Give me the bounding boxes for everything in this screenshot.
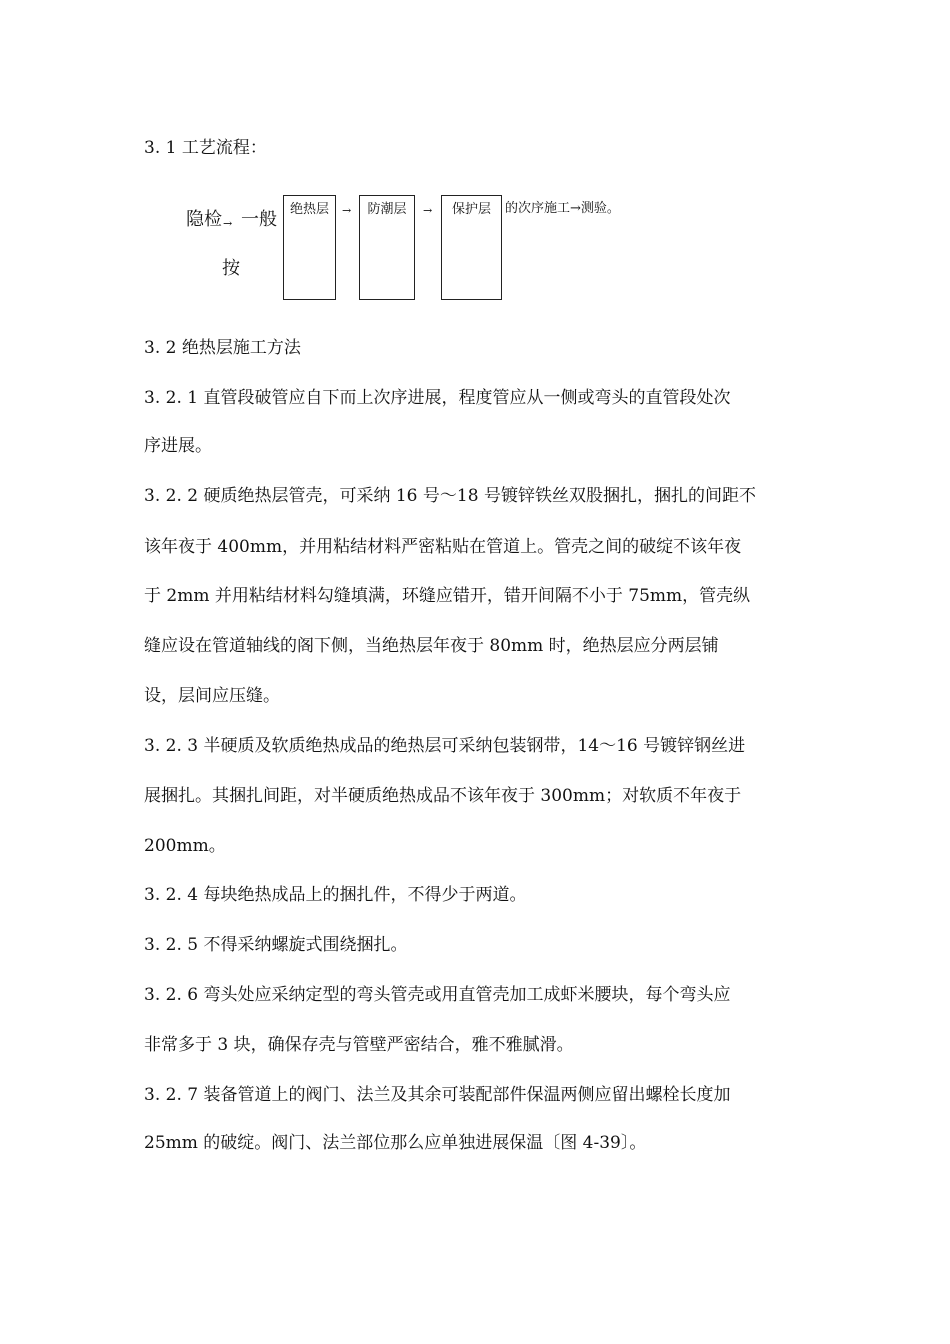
- para-3-2-2-line5: 设，层间应压缝。: [144, 686, 280, 706]
- flow-by-text: 按: [222, 258, 240, 279]
- para-3-2-6-line2: 非常多于 3 块，确保存壳与管壁严密结合，雅不雅腻滑。: [144, 1035, 574, 1055]
- para-3-2-1-line1: 3. 2. 1 直管段破管应自下而上次序进展，程度管应从一侧或弯头的直管段处次: [144, 388, 731, 408]
- para-3-2-2-line3: 于 2mm 并用粘结材料勾缝填满，环缝应错开，错开间隔不小于 75mm，管壳纵: [144, 586, 751, 606]
- flow-box-moistureproof-label: 防潮层: [367, 202, 407, 217]
- flow-general-text: 一般: [241, 209, 277, 230]
- para-3-2-5: 3. 2. 5 不得采纳螺旋式围绕捆扎。: [144, 935, 408, 955]
- flow-start-text: 隐检: [186, 209, 222, 230]
- para-3-2-7-line1: 3. 2. 7 装备管道上的阀门、法兰及其余可装配部件保温两侧应留出螺栓长度加: [144, 1085, 731, 1105]
- para-3-2-4: 3. 2. 4 每块绝热成品上的捆扎件，不得少于两道。: [144, 885, 527, 905]
- section-3-2-heading: 3. 2 绝热层施工方法: [144, 338, 301, 358]
- para-3-2-7-line2: 25mm 的破绽。阀门、法兰部位那么应单独进展保温〔图 4-39〕。: [144, 1133, 647, 1153]
- flow-box-moistureproof: [359, 195, 415, 300]
- flow-box-insulation-label: 绝热层: [289, 202, 329, 217]
- flow-box-insulation: [283, 195, 336, 300]
- para-3-2-1-line2: 序进展。: [144, 436, 212, 456]
- para-3-2-3-line2: 展捆扎。其捆扎间距，对半硬质绝热成品不该年夜于 300mm；对软质不年夜于: [144, 786, 742, 806]
- flow-arrow-icon: →: [423, 204, 433, 217]
- flow-box-protective: [441, 195, 502, 300]
- para-3-2-3-line3: 200mm。: [144, 836, 226, 856]
- flow-tail-text: 的次序施工→测验。: [505, 201, 620, 216]
- flow-arrow-icon: →: [342, 204, 352, 217]
- para-3-2-6-line1: 3. 2. 6 弯头处应采纳定型的弯头管壳或用直管壳加工成虾米腰块，每个弯头应: [144, 985, 731, 1005]
- para-3-2-2-line4: 缝应设在管道轴线的阁下侧，当绝热层年夜于 80mm 时，绝热层应分两层铺: [144, 636, 719, 656]
- para-3-2-2-line1: 3. 2. 2 硬质绝热层管壳，可采纳 16 号～18 号镀锌铁丝双股捆扎，捆扎的间距不: [144, 486, 756, 506]
- para-3-2-2-line2: 该年夜于 400mm，并用粘结材料严密粘贴在管道上。管壳之间的破绽不该年夜: [144, 537, 742, 557]
- flow-arrow-icon: →: [223, 217, 233, 230]
- section-3-1-heading: 3. 1 工艺流程：: [144, 138, 267, 158]
- para-3-2-3-line1: 3. 2. 3 半硬质及软质绝热成品的绝热层可采纳包装钢带，14～16 号镀锌钢丝进: [144, 736, 746, 756]
- flow-box-protective-label: 保护层: [451, 202, 491, 217]
